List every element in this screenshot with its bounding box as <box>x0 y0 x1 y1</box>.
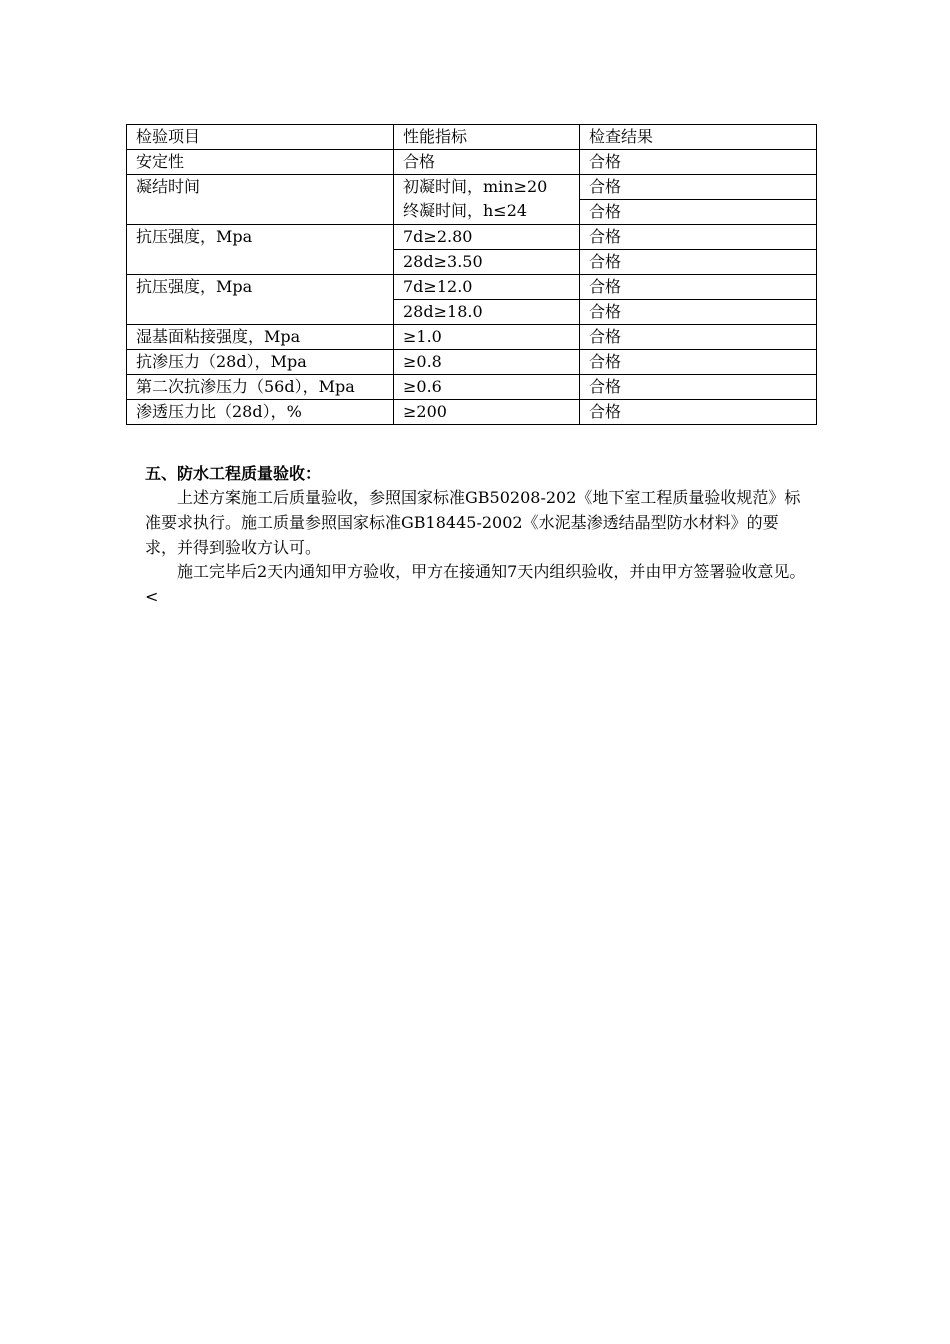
header-spec: 性能指标 <box>394 125 580 150</box>
header-item: 检验项目 <box>127 125 394 150</box>
row-spec: 7d≥2.80 <box>394 225 580 250</box>
row-item: 湿基面粘接强度，Mpa <box>127 325 394 350</box>
row-item: 凝结时间 <box>127 175 394 225</box>
row-result: 合格 <box>580 400 817 425</box>
spec-line: 终凝时间，h≤24 <box>403 201 528 220</box>
body-paragraph: 上述方案施工后质量验收，参照国家标准GB50208-202《地下室工程质量验收规范》标准要求执行。施工质量参照国家标准GB18445-2002《水泥基渗透结晶型防水材料》的要求，并得到验收方认可。 <box>145 488 801 557</box>
row-spec: ≥0.6 <box>394 375 580 400</box>
table-row <box>127 350 817 375</box>
row-result: 合格 <box>580 325 817 350</box>
row-result: 合格 <box>580 150 817 175</box>
row-item: 抗压强度，Mpa <box>127 225 394 275</box>
row-result: 合格 <box>580 225 817 250</box>
table-row <box>127 150 817 175</box>
body-paragraph: 施工完毕后2天内通知甲方验收，甲方在接通知7天内组织验收，并由甲方签署验收意见。< <box>145 562 806 606</box>
row-result: 合格 <box>580 200 817 225</box>
row-result: 合格 <box>580 350 817 375</box>
row-result: 合格 <box>580 250 817 275</box>
table-row <box>127 225 817 250</box>
row-spec: 28d≥18.0 <box>394 300 580 325</box>
table-row <box>127 375 817 400</box>
row-result: 合格 <box>580 300 817 325</box>
row-spec <box>394 175 580 225</box>
row-result: 合格 <box>580 275 817 300</box>
row-item: 抗渗压力（28d），Mpa <box>127 350 394 375</box>
spec-line: 初凝时间，min≥20 <box>403 177 548 196</box>
header-result: 检查结果 <box>580 125 817 150</box>
row-result: 合格 <box>580 175 817 200</box>
row-spec: 28d≥3.50 <box>394 250 580 275</box>
row-result: 合格 <box>580 375 817 400</box>
row-item: 渗透压力比（28d），% <box>127 400 394 425</box>
row-item: 抗压强度，Mpa <box>127 275 394 325</box>
table-row <box>127 275 817 300</box>
table-header-row <box>127 125 817 150</box>
row-spec: ≥1.0 <box>394 325 580 350</box>
table-row <box>127 175 817 200</box>
row-item: 安定性 <box>127 150 394 175</box>
row-spec: ≥200 <box>394 400 580 425</box>
row-spec: 7d≥12.0 <box>394 275 580 300</box>
row-item: 第二次抗渗压力（56d），Mpa <box>127 375 394 400</box>
section-heading: 五、防水工程质量验收： <box>145 464 322 483</box>
table-row <box>127 400 817 425</box>
row-spec: 合格 <box>394 150 580 175</box>
row-spec: ≥0.8 <box>394 350 580 375</box>
table-row <box>127 325 817 350</box>
inspection-table <box>126 124 817 425</box>
